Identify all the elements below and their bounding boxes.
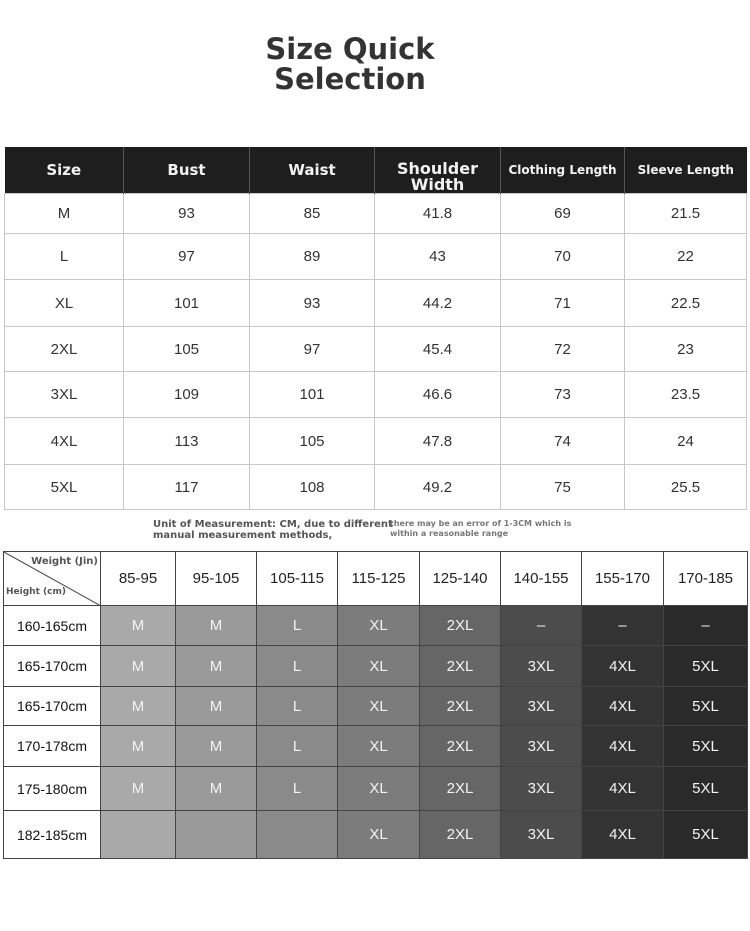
header-shoulder-width: Shoulder Width — [375, 147, 501, 194]
cell-shoulder-width: 47.8 — [375, 418, 501, 465]
cell-sleeve-length: 23 — [625, 327, 747, 372]
cell-waist: 97 — [250, 327, 375, 372]
recommended-size-cell: 5XL — [664, 687, 748, 726]
cell-bust: 117 — [124, 465, 250, 510]
recommended-size-cell: XL — [338, 646, 420, 687]
cell-clothing-length: 72 — [501, 327, 625, 372]
weight-range-header: 95-105 — [176, 552, 257, 606]
recommended-size-cell: 4XL — [582, 811, 664, 859]
height-row — [4, 767, 748, 811]
recommended-size-cell: M — [101, 606, 176, 646]
height-range-label: 160-165cm — [4, 606, 101, 646]
height-axis-label: Height (cm) — [6, 587, 66, 597]
height-range-label: 165-170cm — [4, 687, 101, 726]
recommended-size-cell: M — [176, 646, 257, 687]
recommended-size-cell: 5XL — [664, 811, 748, 859]
cell-shoulder-width: 41.8 — [375, 194, 501, 234]
cell-shoulder-width: 49.2 — [375, 465, 501, 510]
weight-range-header: 105-115 — [257, 552, 338, 606]
cell-bust: 101 — [124, 280, 250, 327]
height-range-label: 182-185cm — [4, 811, 101, 859]
weight-range-header: 155-170 — [582, 552, 664, 606]
height-range-label: 170-178cm — [4, 726, 101, 767]
recommended-size-cell: 5XL — [664, 767, 748, 811]
size-row — [5, 372, 747, 418]
recommended-size-cell: L — [257, 687, 338, 726]
cell-sleeve-length: 23.5 — [625, 372, 747, 418]
recommended-size-cell: XL — [338, 811, 420, 859]
size-row — [5, 418, 747, 465]
title-line-2: Selection — [274, 62, 426, 96]
size-row — [5, 280, 747, 327]
cell-clothing-length: 74 — [501, 418, 625, 465]
cell-bust: 113 — [124, 418, 250, 465]
cell-waist: 108 — [250, 465, 375, 510]
height-row — [4, 687, 748, 726]
cell-clothing-length: 70 — [501, 234, 625, 280]
cell-bust: 93 — [124, 194, 250, 234]
recommended-size-cell: 4XL — [582, 646, 664, 687]
cell-waist: 93 — [250, 280, 375, 327]
size-row — [5, 234, 747, 280]
cell-sleeve-length: 24 — [625, 418, 747, 465]
cell-waist: 101 — [250, 372, 375, 418]
height-row — [4, 726, 748, 767]
size-row — [5, 194, 747, 234]
cell-size: XL — [5, 280, 124, 327]
size-chart-header-row — [5, 147, 747, 194]
header-waist: Waist — [250, 147, 375, 194]
weight-header-row — [4, 552, 748, 606]
recommended-size-cell: 2XL — [420, 726, 501, 767]
size-row — [5, 327, 747, 372]
cell-shoulder-width: 45.4 — [375, 327, 501, 372]
height-range-label: 175-180cm — [4, 767, 101, 811]
page-title — [0, 34, 700, 94]
recommended-size-cell: 4XL — [582, 687, 664, 726]
size-chart-table — [4, 147, 747, 510]
recommended-size-cell: 3XL — [501, 811, 582, 859]
recommended-size-cell: L — [257, 646, 338, 687]
height-range-label: 165-170cm — [4, 646, 101, 687]
recommended-size-cell: – — [501, 606, 582, 646]
recommended-size-cell — [176, 811, 257, 859]
quick-selection-table — [3, 551, 748, 859]
cell-shoulder-width: 43 — [375, 234, 501, 280]
recommended-size-cell: 5XL — [664, 646, 748, 687]
corner-header — [4, 552, 101, 606]
error-note: there may be an error of 1-3CM which is within a reasonable range — [390, 519, 572, 538]
cell-bust: 97 — [124, 234, 250, 280]
recommended-size-cell: 4XL — [582, 726, 664, 767]
recommended-size-cell: L — [257, 726, 338, 767]
recommended-size-cell — [257, 811, 338, 859]
header-bust: Bust — [124, 147, 250, 194]
recommended-size-cell: L — [257, 767, 338, 811]
recommended-size-cell: 2XL — [420, 811, 501, 859]
recommended-size-cell: – — [582, 606, 664, 646]
cell-size: 2XL — [5, 327, 124, 372]
recommended-size-cell: L — [257, 606, 338, 646]
height-row — [4, 811, 748, 859]
cell-clothing-length: 75 — [501, 465, 625, 510]
cell-clothing-length: 71 — [501, 280, 625, 327]
recommended-size-cell: M — [176, 606, 257, 646]
weight-range-header: 140-155 — [501, 552, 582, 606]
recommended-size-cell: 3XL — [501, 687, 582, 726]
recommended-size-cell — [101, 811, 176, 859]
recommended-size-cell: 2XL — [420, 687, 501, 726]
recommended-size-cell: 3XL — [501, 646, 582, 687]
recommended-size-cell: 3XL — [501, 726, 582, 767]
cell-waist: 89 — [250, 234, 375, 280]
cell-size: M — [5, 194, 124, 234]
recommended-size-cell: 2XL — [420, 606, 501, 646]
header-clothing-length: Clothing Length — [501, 147, 625, 194]
cell-bust: 105 — [124, 327, 250, 372]
recommended-size-cell: M — [101, 646, 176, 687]
recommended-size-cell: 3XL — [501, 767, 582, 811]
cell-size: 5XL — [5, 465, 124, 510]
cell-sleeve-length: 25.5 — [625, 465, 747, 510]
cell-sleeve-length: 21.5 — [625, 194, 747, 234]
recommended-size-cell: XL — [338, 726, 420, 767]
weight-range-header: 125-140 — [420, 552, 501, 606]
cell-clothing-length: 69 — [501, 194, 625, 234]
measurement-note: Unit of Measurement: CM, due to different manual measurement methods, — [153, 519, 393, 541]
cell-bust: 109 — [124, 372, 250, 418]
height-row — [4, 606, 748, 646]
recommended-size-cell: M — [176, 687, 257, 726]
size-row — [5, 465, 747, 510]
weight-range-header: 170-185 — [664, 552, 748, 606]
weight-range-header: 115-125 — [338, 552, 420, 606]
recommended-size-cell: XL — [338, 687, 420, 726]
cell-size: 3XL — [5, 372, 124, 418]
weight-range-header: 85-95 — [101, 552, 176, 606]
cell-shoulder-width: 44.2 — [375, 280, 501, 327]
recommended-size-cell: M — [101, 687, 176, 726]
recommended-size-cell: M — [101, 767, 176, 811]
recommended-size-cell: – — [664, 606, 748, 646]
cell-waist: 105 — [250, 418, 375, 465]
header-sleeve-length: Sleeve Length — [625, 147, 747, 194]
recommended-size-cell: 5XL — [664, 726, 748, 767]
cell-sleeve-length: 22.5 — [625, 280, 747, 327]
cell-sleeve-length: 22 — [625, 234, 747, 280]
height-row — [4, 646, 748, 687]
recommended-size-cell: 4XL — [582, 767, 664, 811]
cell-size: 4XL — [5, 418, 124, 465]
recommended-size-cell: 2XL — [420, 646, 501, 687]
cell-size: L — [5, 234, 124, 280]
recommended-size-cell: 2XL — [420, 767, 501, 811]
recommended-size-cell: XL — [338, 606, 420, 646]
cell-shoulder-width: 46.6 — [375, 372, 501, 418]
weight-axis-label: Weight (Jin) — [31, 556, 98, 567]
recommended-size-cell: M — [101, 726, 176, 767]
recommended-size-cell: M — [176, 767, 257, 811]
header-size: Size — [5, 147, 124, 194]
recommended-size-cell: XL — [338, 767, 420, 811]
cell-waist: 85 — [250, 194, 375, 234]
cell-clothing-length: 73 — [501, 372, 625, 418]
title-line-1: Size Quick — [265, 32, 435, 66]
recommended-size-cell: M — [176, 726, 257, 767]
